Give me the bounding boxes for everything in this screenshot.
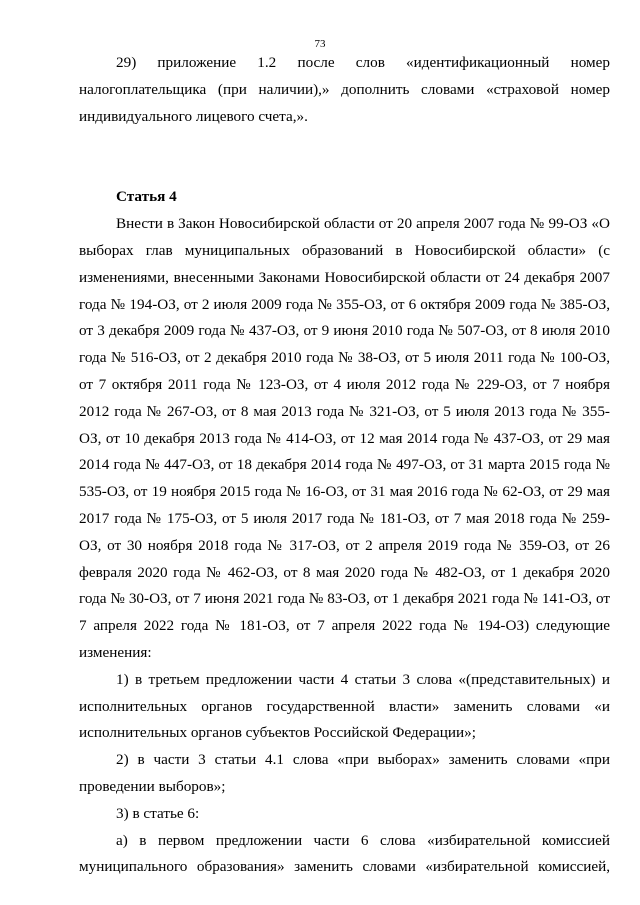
page-number: 73: [314, 38, 326, 50]
paragraph-item-29: 29) приложение 1.2 после слов «идентификационный номер налогоплательщика (при наличии),» дополнить словами «страховой номер индивидуального лицевого счета,».: [79, 54, 610, 125]
article-intro-paragraph: Внести в Закон Новосибирской области от 20 апреля 2007 года № 99-ОЗ «О выборах глав муниципальных образований в Новосибирской области» (с изменениями, внесенными Законами Новосибирской области от 24 декабря 2007 года № 194-ОЗ, от 2 июля 2009 года № 355-ОЗ, от 6 октября 2009 года № 385-ОЗ, от 3 декабря 2009 года № 437-ОЗ, от 9 июня 2010 года № 507-ОЗ, от 8 июля 2010 года № 516-ОЗ, от 2 декабря 2010 года № 38-ОЗ, от 5 июля 2011 года № 100-ОЗ, от 7 октября 2011 года № 123-ОЗ, от 4 июля 2012 года № 229-ОЗ, от 7 ноября 2012 года № 267-ОЗ, от 8 мая 2013 года № 321-ОЗ, от 5 июля 2013 года № 355-ОЗ, от 10 декабря 2013 года № 414-ОЗ, от 12 мая 2014 года № 437-ОЗ, от 29 мая 2014 года № 447-ОЗ, от 18 декабря 2014 года № 497-ОЗ, от 31 марта 2015 года № 535-ОЗ, от 19 ноября 2015 года № 16-ОЗ, от 31 мая 2016 года № 62-ОЗ, от 29 мая 2017 года № 175-ОЗ, от 5 июля 2017 года № 181-ОЗ, от 7 мая 2018 года № 259-ОЗ, от 30 ноября 2018 года № 317-ОЗ, от 2 апреля 2019 года № 359-ОЗ, от 26 февраля 2020 года № 462-ОЗ, от 8 мая 2020 года № 482-ОЗ, от 1 декабря 2020 года № 30-ОЗ, от 7 июня 2021 года № 83-ОЗ, от 1 декабря 2021 года № 141-ОЗ, от 7 апреля 2022 года № 181-ОЗ, от 7 апреля 2022 года № 194-ОЗ) следующие изменения:: [79, 215, 610, 661]
amendment-item-3: 3) в статье 6:: [116, 804, 200, 822]
amendment-subitem-a: а) в первом предложении части 6 слова «избирательной комиссией муниципального образования» заменить словами «избирательной комиссией,: [79, 831, 610, 876]
amendment-item-1: 1) в третьем предложении части 4 статьи 3 слова «(представительных) и исполнительных органов государственной власти» заменить словами «и исполнительных органов субъектов Российской Федерации»;: [79, 670, 610, 742]
document-body: [79, 50, 610, 881]
article-title: Статья 4: [116, 188, 177, 206]
section-gap: [79, 130, 610, 184]
amendment-item-2: 2) в части 3 статьи 4.1 слова «при выборах» заменить словами «при проведении выборов»;: [79, 751, 610, 795]
